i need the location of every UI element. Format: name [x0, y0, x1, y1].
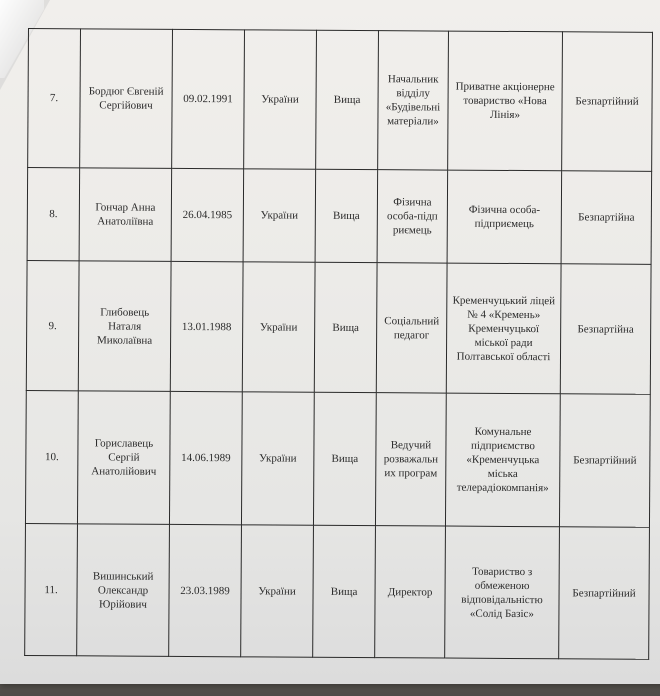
birth-date: 09.02.1991	[172, 29, 245, 168]
education: Вища	[316, 30, 379, 169]
row-number: 10.	[25, 390, 78, 523]
party-membership: Безпартійна	[561, 171, 652, 265]
position: Ведучий розважальн их програм	[375, 393, 446, 526]
position: Директор	[375, 526, 446, 658]
table-row	[27, 168, 652, 265]
workplace: Товариство з обмеженою відповідальністю «Солід Базіс»	[445, 526, 560, 659]
table-row	[25, 523, 650, 659]
full-name: Вишинський Олександр Юрійович	[77, 524, 170, 657]
full-name: Гончар Анна Анатоліївна	[79, 168, 172, 262]
citizenship: України	[242, 262, 315, 392]
education: Вища	[313, 525, 376, 657]
education: Вища	[313, 392, 376, 525]
birth-date: 13.01.1988	[170, 261, 243, 391]
birth-date: 26.04.1985	[171, 168, 244, 261]
row-number: 8.	[27, 168, 80, 261]
party-membership: Безпартійний	[559, 527, 650, 660]
party-membership: Безпартійний	[559, 394, 650, 528]
full-name: Бордюг Євгеній Сергійович	[80, 29, 173, 169]
citizenship: України	[241, 525, 314, 657]
party-membership: Безпартійний	[562, 32, 653, 172]
row-number: 11.	[25, 523, 78, 655]
candidates-table	[24, 28, 653, 660]
workplace: Фізична особа-підприємець	[447, 170, 562, 264]
row-number: 7.	[28, 29, 81, 168]
table-row	[28, 29, 653, 172]
birth-date: 23.03.1989	[169, 524, 242, 656]
citizenship: України	[244, 30, 317, 169]
table-row	[25, 390, 650, 527]
workplace: Кременчуцький ліцей № 4 «Кремень» Кременчуцької міської ради Полтавської області	[446, 263, 561, 394]
workplace: Комунальне підприємство «Кременчуцька міська телерадіокомпанія»	[445, 393, 560, 527]
workplace: Приватне акціонерне товариство «Нова Лінія»	[448, 31, 563, 171]
education: Вища	[314, 262, 377, 392]
position: Фізична особа-підп риємець	[377, 170, 448, 263]
full-name: Гориславець Сергій Анатолійович	[77, 391, 170, 525]
education: Вища	[315, 169, 378, 262]
full-name: Глибовець Наталя Миколаївна	[78, 261, 171, 392]
position: Соціальний педагог	[376, 263, 447, 393]
party-membership: Безпартійна	[560, 264, 651, 395]
row-number: 9.	[26, 260, 79, 390]
table-row	[26, 260, 651, 394]
birth-date: 14.06.1989	[169, 391, 242, 524]
citizenship: України	[243, 169, 316, 262]
citizenship: України	[241, 392, 314, 525]
position: Начальник відділу «Будівельні матеріали»	[378, 31, 449, 170]
